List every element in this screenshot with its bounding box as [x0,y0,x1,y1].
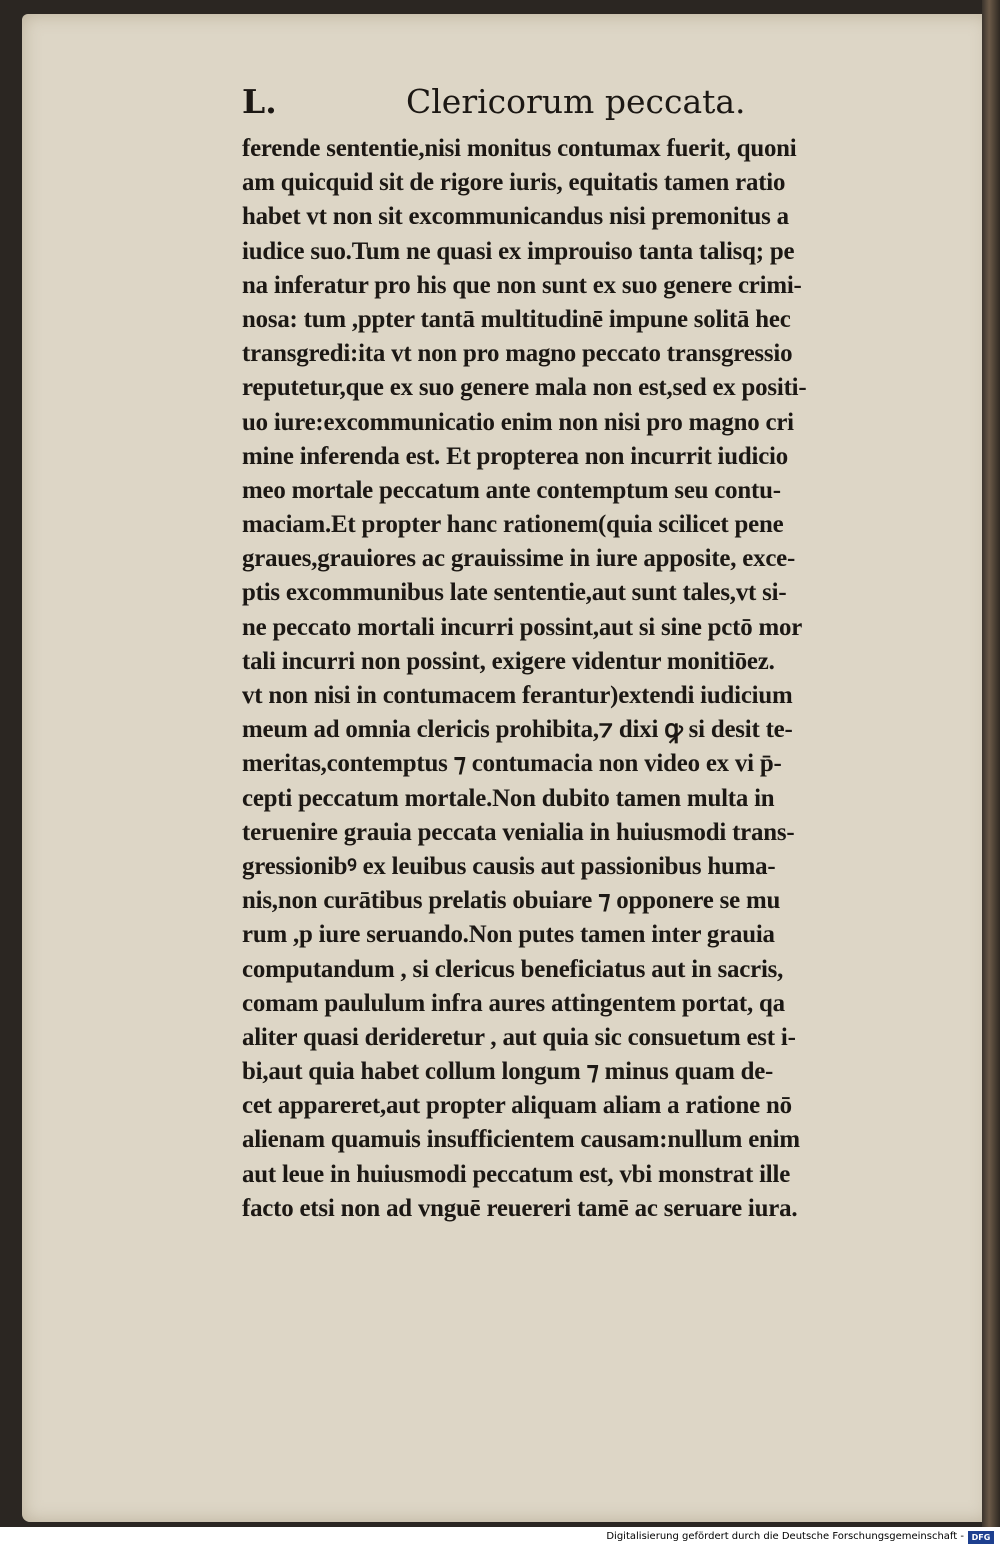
folio-number: L. [242,82,277,121]
funding-notice: Digitalisierung gefördert durch die Deutsche Forschungsgemeinschaft - [606,1531,964,1542]
text-line: na inferatur pro his que non sunt ex suo genere crimi- [242,271,802,299]
dfg-logo: DFG [968,1531,994,1544]
text-line: cepti peccatum mortale.Non dubito tamen multa in [242,784,775,812]
footer-bar [0,1527,1000,1549]
running-head [242,82,942,132]
text-line: ferende sententie,nisi monitus contumax fuerit, quoni [242,135,797,162]
text-line: iudice suo.Tum ne quasi ex improuiso tanta talisq; pe [242,237,795,265]
text-line: uo iure:excommunicatio enim non nisi pro magno cri [242,408,794,436]
book-edge [982,0,1000,1527]
running-head-title: Clericorum peccata. [406,82,746,121]
text-line: bi,aut quia habet collum longum ⁊ minus quam de- [242,1058,774,1086]
text-line: maciam.Et propter hanc rationem(quia scilicet pene [242,511,784,539]
text-line: meum ad omnia clericis prohibita,⁊ dixi ꝙ si desit te- [242,716,793,744]
text-line: gressionibꝰ ex leuibus causis aut passionibus huma- [242,852,776,880]
text-line: ne peccato mortali incurri possint,aut si sine pctō mor [242,613,803,641]
text-line: alienam quamuis insufficientem causam:nullum enim [242,1126,800,1154]
text-line: aut leue in huiusmodi peccatum est, vbi monstrat ille [242,1160,791,1188]
text-line: vt non nisi in contumacem ferantur)extendi iudicium [242,682,793,709]
text-line: tali incurri non possint, exigere videntur monitiōez. [242,647,775,675]
text-line: nosa: tum ,ppter tantā multitudinē impune solitā hec [242,305,791,333]
text-block [242,82,942,1226]
text-lines [242,132,942,1226]
text-line: computandum , si clericus beneficiatus aut in sacris, [242,955,784,983]
text-line: ptis excommunibus late sententie,aut sunt tales,vt si- [242,579,787,607]
text-line: reputetur,que ex suo genere mala non est,sed ex positi- [242,374,807,402]
text-line: am quicquid sit de rigore iuris, equitatis tamen ratio [242,169,786,197]
text-line: mine inferenda est. Et propterea non incurrit iudicio [242,442,788,470]
text-line: cet appareret,aut propter aliquam aliam a ratione nō [242,1092,792,1120]
text-line: comam paululum infra aures attingentem portat, qa [242,989,785,1017]
text-line: aliter quasi derideretur , aut quia sic consuetum est i- [242,1023,796,1051]
text-line: teruenire grauia peccata venialia in huiusmodi trans- [242,818,795,846]
text-line: transgredi:ita vt non pro magno peccato transgressio [242,340,793,368]
text-line: facto etsi non ad vnguē reuereri tamē ac seruare iura. [242,1194,798,1222]
text-line: habet vt non sit excommunicandus nisi premonitus a [242,203,789,231]
text-line: meritas,contemptus ⁊ contumacia non video ex vi p̄- [242,750,782,778]
text-line: rum ,p iure seruando.Non putes tamen inter grauia [242,921,775,949]
text-line: meo mortale peccatum ante contemptum seu contu- [242,476,781,504]
text-line: nis,non curātibus prelatis obuiare ⁊ opponere se mu [242,887,781,915]
text-line: graues,grauiores ac grauissime in iure apposite, exce- [242,545,796,573]
